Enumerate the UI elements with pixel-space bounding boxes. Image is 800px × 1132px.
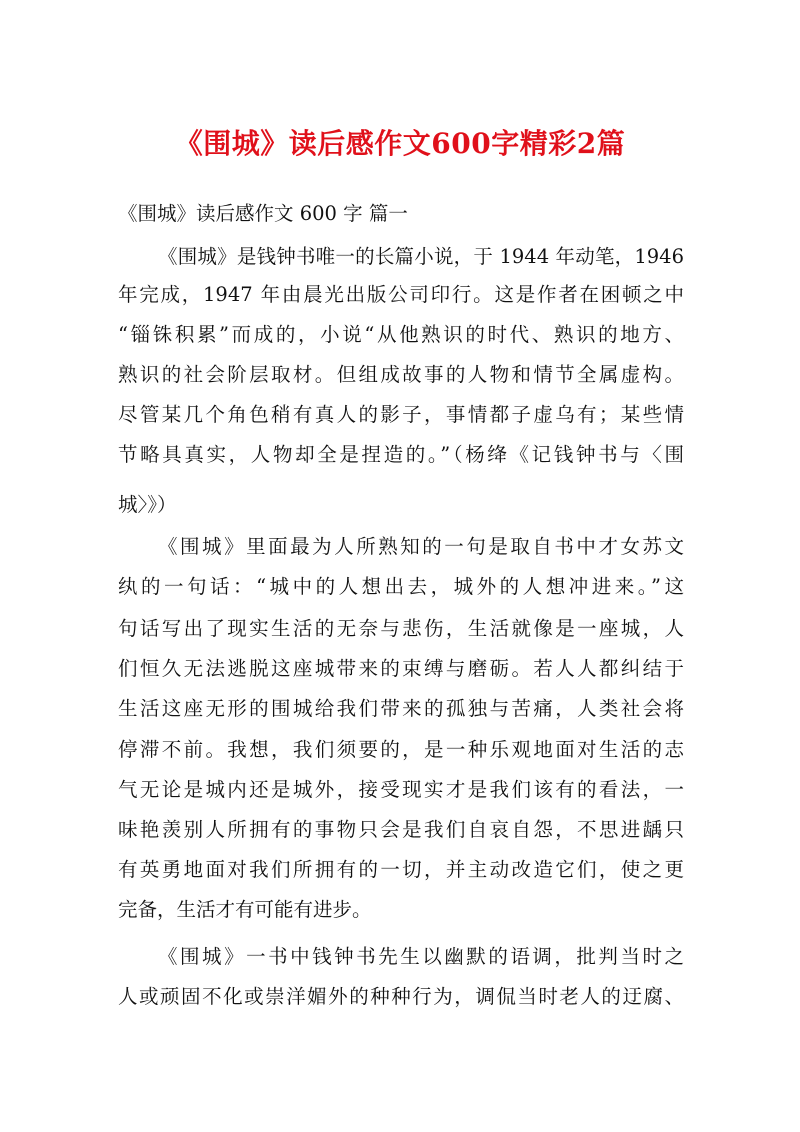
paragraph-line: 生活这座无形的围城给我们带来的孤独与苦痛，人类社会将 bbox=[118, 697, 684, 720]
paragraph-line: 纨的一句话：“城中的人想出去，城外的人想冲进来。”这 bbox=[118, 575, 684, 598]
section-heading: 《围城》读后感作文 600 字 篇一 bbox=[118, 202, 408, 225]
paragraph-line: 《围城》是钱钟书唯一的长篇小说，于 1944 年动笔，1946 bbox=[158, 245, 684, 268]
paragraph-line: 熟识的社会阶层取材。但组成故事的人物和情节全属虚构。 bbox=[118, 363, 684, 386]
paragraph-line: 味艳羡别人所拥有的事物只会是我们自哀自怨，不思进龋只 bbox=[118, 818, 684, 841]
paragraph-line: 人或顽固不化或崇洋媚外的种种行为，调侃当时老人的迂腐、 bbox=[118, 985, 684, 1008]
paragraph-line: 气无论是城内还是城外，接受现实才是我们该有的看法，一 bbox=[118, 778, 684, 801]
paragraph-line: 节略具真实，人物却全是捏造的。”（杨绛《记钱钟书与〈围 bbox=[118, 443, 684, 466]
paragraph-line: 《围城》里面最为人所熟知的一句是取自书中才女苏文 bbox=[158, 535, 684, 558]
paragraph-line: 句话写出了现实生活的无奈与悲伤，生活就像是一座城，人 bbox=[118, 617, 684, 640]
paragraph-line: 尽管某几个角色稍有真人的影子，事情都子虚乌有；某些情 bbox=[118, 403, 684, 426]
paragraph-line: “锱铢积累”而成的，小说“从他熟识的时代、熟识的地方、 bbox=[118, 323, 684, 346]
paragraph-line: 《围城》一书中钱钟书先生以幽默的语调，批判当时之 bbox=[158, 945, 684, 968]
paragraph-line: 城〉》） bbox=[118, 493, 177, 516]
paragraph-line: 有英勇地面对我们所拥有的一切，并主动改造它们，使之更 bbox=[118, 858, 684, 881]
paragraph-line: 年完成，1947 年由晨光出版公司印行。这是作者在困顿之中 bbox=[118, 283, 684, 306]
paragraph-line: 完备，生活才有可能有进步。 bbox=[118, 898, 372, 921]
document-title: 《围城》读后感作文600字精彩2篇 bbox=[174, 127, 626, 160]
paragraph-line: 停滞不前。我想，我们须要的，是一种乐观地面对生活的志 bbox=[118, 738, 684, 761]
paragraph-line: 们恒久无法逃脱这座城带来的束缚与磨砺。若人人都纠结于 bbox=[118, 657, 684, 680]
